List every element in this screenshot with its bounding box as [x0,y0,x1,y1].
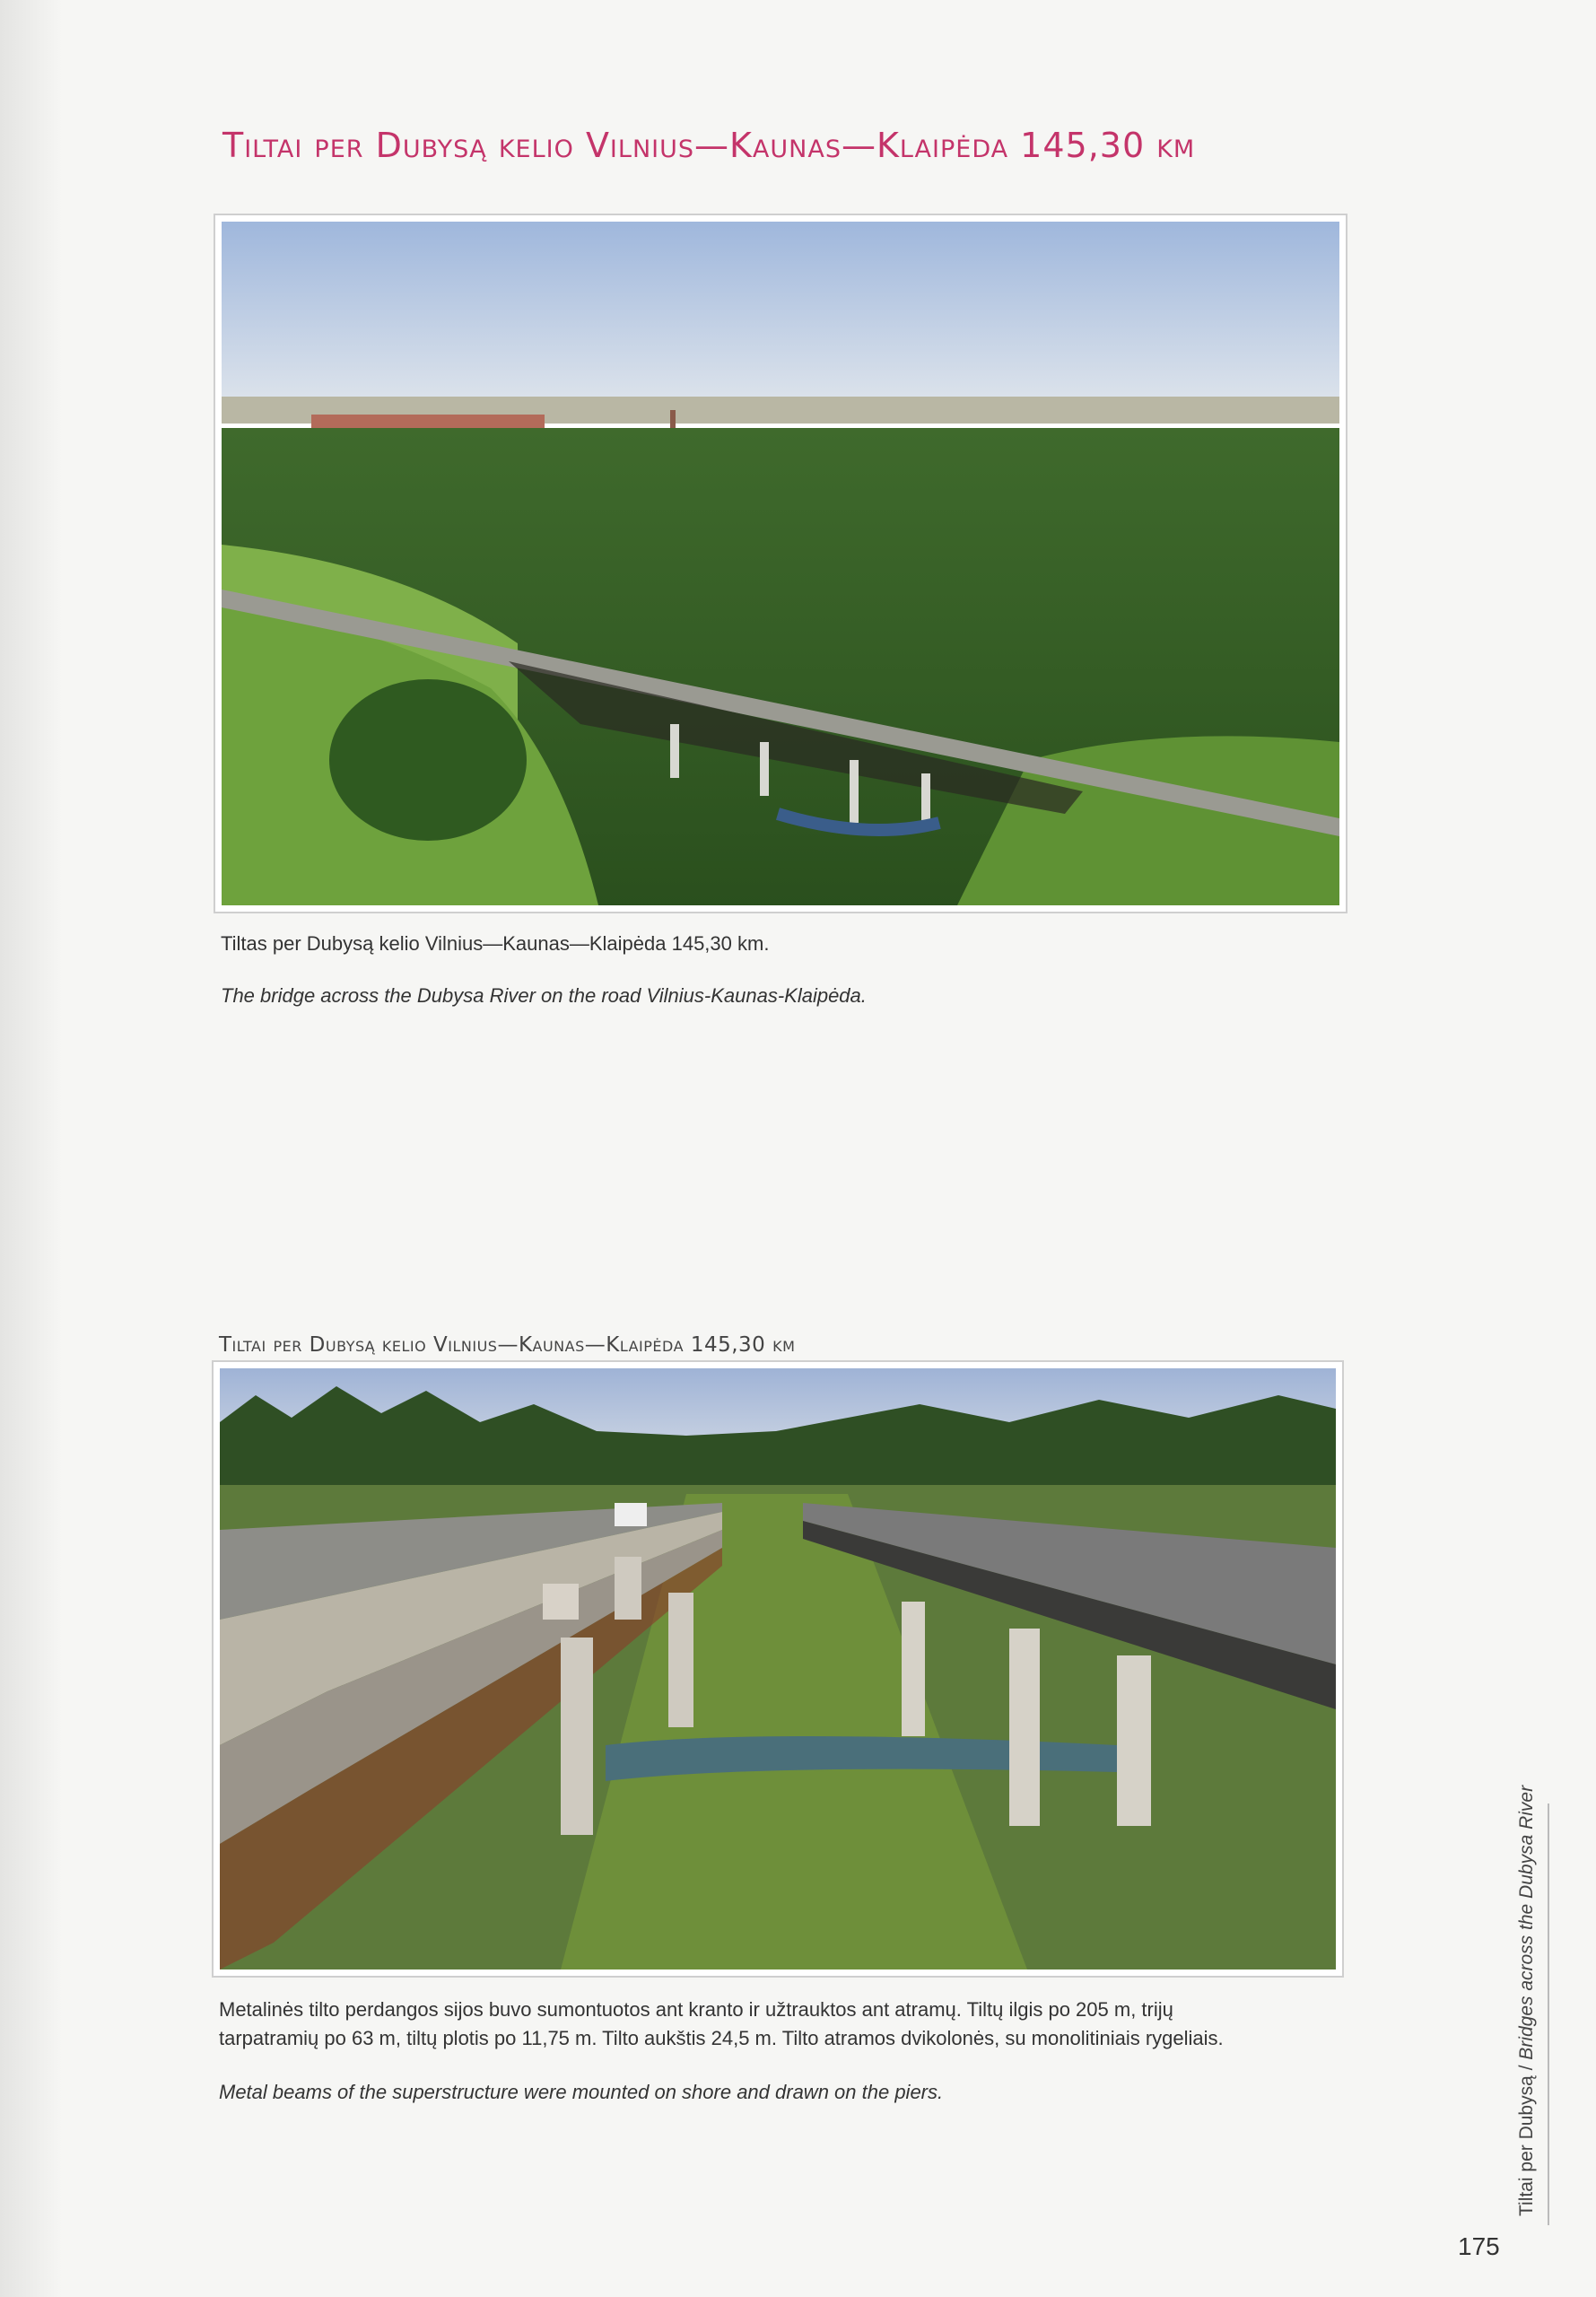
page-edge-shade [0,0,63,2297]
running-head-lt: Tiltai per Dubysą / [1516,2059,1537,2216]
aerial-bridge-illustration [222,222,1339,905]
caption-1-lt: Tiltas per Dubysą kelio Vilnius—Kaunas—Klaipėda 145,30 km. [221,932,770,955]
photo-twin-bridges [212,1360,1344,1978]
page-number: 175 [1458,2232,1500,2260]
photo-aerial-bridge [214,214,1347,913]
caption-2-en: Metal beams of the superstructure were mounted on shore and drawn on the piers. [219,2081,944,2103]
section-title-2: Tiltai per Dubysą kelio Vilnius—Kaunas—Klaipėda 145,30 km [219,1333,796,1357]
caption-2-lt-line1: Metalinės tilto perdangos sijos buvo sumontuotos ant kranto ir užtrauktos ant atramų. Tiltų ilgis po 205 m, trijų [219,1998,1173,2021]
caption-1-en: The bridge across the Dubysa River on the road Vilnius-Kaunas-Klaipėda. [221,984,867,1007]
running-head-en: Bridges across the Dubysa River [1516,1785,1537,2060]
running-head [1516,1786,1538,2216]
section-title-1: Tiltai per Dubysą kelio Vilnius—Kaunas—Klaipėda 145,30 km [222,126,1196,165]
caption-2-lt-line2: tarpatramių po 63 m, tiltų plotis po 11,75 m. Tilto aukštis 24,5 m. Tilto atramos dvikolonės, su monolitiniais rygeliais. [219,2027,1224,2049]
sidebar-rule [1548,1804,1549,2225]
twin-bridges-illustration [220,1368,1336,1969]
